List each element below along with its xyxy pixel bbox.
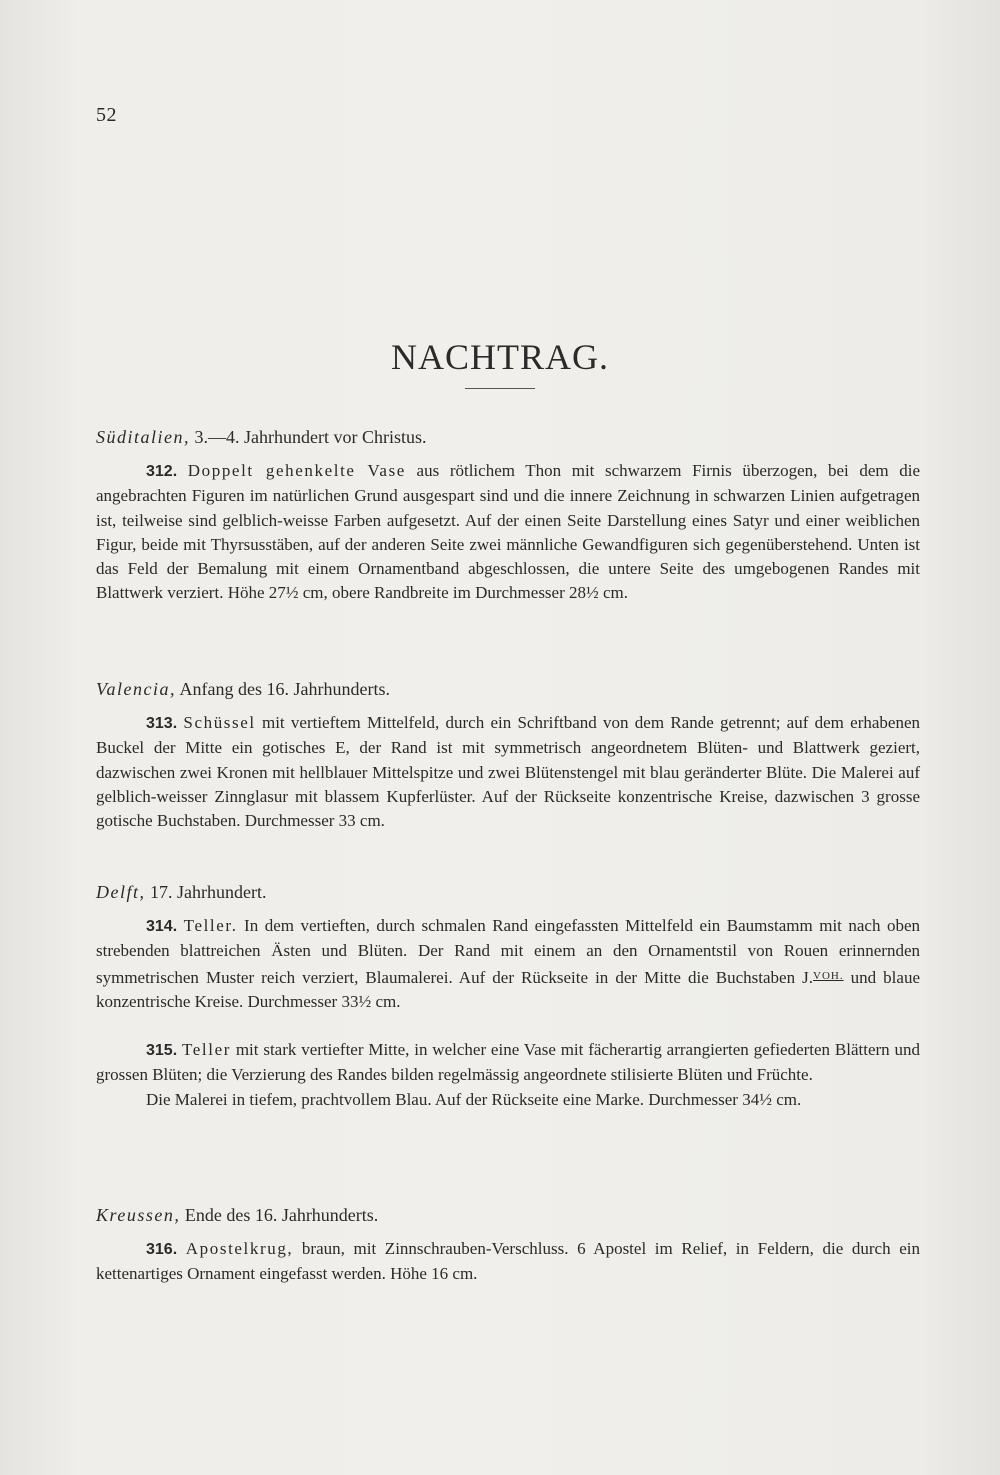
section-place: Kreussen,: [96, 1205, 181, 1225]
entry-lead: Teller: [181, 1040, 231, 1060]
section-delft: [96, 880, 920, 1112]
section-period: Ende des 16. Jahrhunderts.: [180, 1205, 379, 1225]
entry-number: 312.: [146, 463, 178, 480]
section-kreussen: [96, 1203, 920, 1287]
entry-lead: Apostelkrug,: [185, 1239, 294, 1258]
catalog-entry-316: [96, 1237, 920, 1287]
page-title: NACHTRAG.: [390, 337, 609, 378]
section-period: 17. Jahrhundert.: [145, 882, 267, 902]
section-place: Delft,: [96, 882, 146, 902]
section-sueditalien: [96, 425, 920, 606]
entry-lead: Teller.: [183, 916, 238, 935]
title-divider: [465, 388, 535, 389]
catalog-entry-314: [96, 914, 920, 1014]
catalog-entry-315: [96, 1038, 920, 1112]
entry-lead: Schüssel: [183, 713, 256, 732]
section-heading: [96, 677, 920, 701]
entry-continuation: Die Malerei in tiefem, prachtvollem Blau. Auf der Rückseite eine Marke. Durchmesser 34½ cm.: [146, 1089, 802, 1109]
entry-body: mit vertieftem Mittelfeld, durch ein Schriftband von dem Rande getrennt; auf dem erhabenen Buckel der Mitte ein gotisches E, der Rand ist mit symmetrisch angeordnetem Blüten- und Blattwerk geziert, dazwischen zwei Kronen mit hellblauer Mittelspitze und zwei Blütenstengel mit blau geränderter Blüte. Die Malerei auf gelblich-weisser Zinnglasur mit blassem Kupferlüster. Auf der Rückseite konzentrische Kreise, dazwischen 3 grosse gotische Buchstaben. Durchmesser 33 cm.: [96, 713, 921, 831]
section-heading: [96, 1203, 920, 1227]
catalog-entry-313: [96, 711, 920, 833]
entry-lead: Doppelt gehenkelte Vase: [187, 461, 406, 480]
entry-body: braun, mit Zinnschrauben-Verschluss. 6 Apostel im Relief, in Feldern, die durch ein kettenartiges Ornament eingefasst werden. Höhe 16 cm.: [96, 1239, 920, 1284]
entry-number: 316.: [146, 1241, 178, 1258]
page-number: 52: [96, 104, 117, 126]
entry-body: aus rötlichem Thon mit schwarzem Firnis überzogen, bei dem die angebrachten Figuren im natürlichen Grund ausgespart sind und die innere Zeichnung in schwarzen Linien aufgetragen ist, teilweise sind gelblich-weisse Farben aufgesetzt. Auf der einen Seite Darstellung eines Satyr und einer weiblichen Figur, beide mit Thyrsusstäben, auf der anderen Seite zwei männliche Gewandfiguren sich gegenüberstehend. Unten ist das Feld der Bemalung mit einem Ornamentband abgeschlossen, die untere Seite des umgebogenen Randes mit Blattwerk verziert. Höhe 27½ cm, obere Randbreite im Durchmesser 28½ cm.: [96, 461, 921, 603]
entry-body: mit stark vertiefter Mitte, in welcher eine Vase mit fächerartig arrangierten gefiederten Blättern und grossen Blüten; die Verzierung des Randes bilden regelmässig angeordnete stilisierte Blüten und Früchte.: [96, 1040, 920, 1085]
section-heading: [96, 425, 920, 449]
section-place: Süditalien,: [96, 427, 190, 447]
entry-body: In dem vertieften, durch schmalen Rand eingefassten Mittelfeld ein Baumstamm mit nach oben strebenden blattreichen Ästen und Blüten. Der Rand mit einem an den Ornamentstil von Rouen erinnernden symmetrischen Muster reich verziert, Blaumalerei. Auf der Rückseite in der Mitte die Buchstaben J.: [96, 916, 921, 987]
entry-number: 313.: [146, 715, 178, 732]
entry-number: 314.: [146, 918, 178, 935]
catalog-entry-312: [96, 459, 920, 606]
entry-number: 315.: [146, 1042, 178, 1060]
section-period: 3.—4. Jahrhundert vor Christus.: [190, 427, 427, 447]
section-valencia: [96, 677, 920, 833]
entry-tail: und blaue konzentrische Kreise. Durchmesser 33½ cm.: [96, 967, 920, 1011]
section-place: Valencia,: [96, 679, 176, 699]
maker-mark: VOH.: [813, 969, 844, 982]
section-heading: [96, 880, 920, 904]
section-period: Anfang des 16. Jahrhunderts.: [175, 679, 390, 699]
